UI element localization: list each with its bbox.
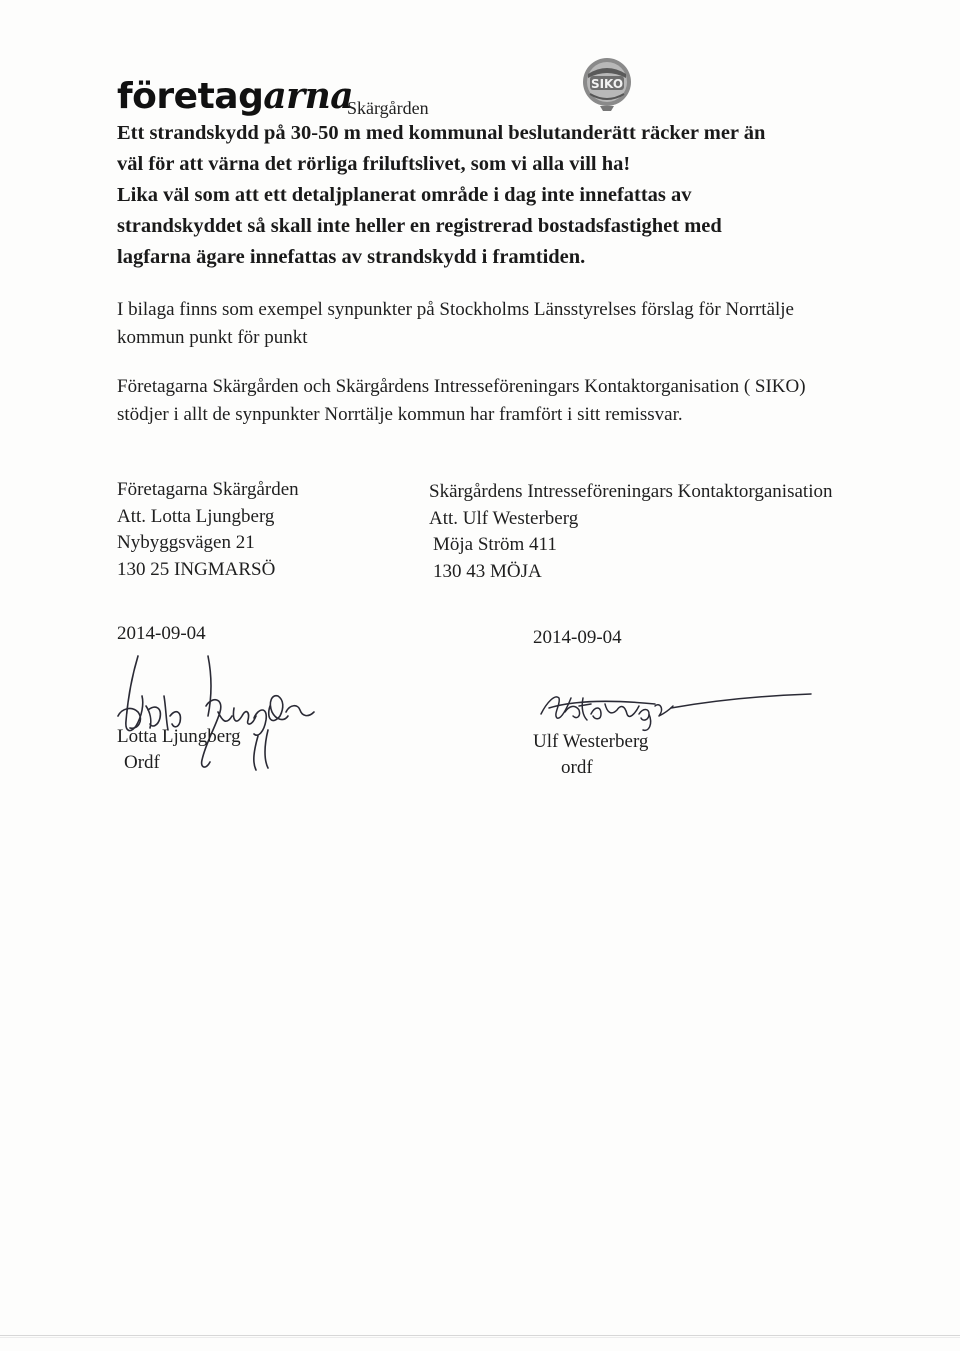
signatory-right [533,729,648,781]
scan-edge-line [0,1337,960,1338]
intro-paragraph [117,118,827,273]
intro-line: Lika väl som att ett detaljplanerat område i dag inte innefattas av [117,184,692,206]
address-att: Att. Ulf Westerberg [429,507,579,529]
signatory-name: Lotta Ljungberg [117,726,241,747]
address-org: Företagarna Skärgården [117,479,299,500]
paragraph-line: kommun punkt för punkt [117,327,308,348]
signatory-left [117,724,241,776]
scan-edge-line [0,1335,960,1336]
brand-logo-text [117,76,353,117]
address-postal: 130 43 MÖJA [433,560,542,582]
signature-date-left: 2014-09-04 [117,623,206,644]
brand-suffix: arna [263,75,354,117]
siko-logo-icon [578,54,636,114]
paragraph-line: stödjer i allt de synpunkter Norrtälje kommun har framfört i sitt remissvar. [117,404,683,425]
intro-line: Ett strandskydd på 30-50 m med kommunal beslutanderätt räcker mer än [117,122,766,144]
signatory-role: Ordf [124,752,160,773]
brand-prefix: företag [117,76,264,117]
address-att: Att. Lotta Ljungberg [117,505,275,527]
svg-text:SIKO: SIKO [590,77,624,91]
address-street: Nybyggsvägen 21 [117,532,255,553]
brand-subtitle: Skärgården [347,98,429,118]
paragraph-line: Företagarna Skärgården och Skärgårdens Intresseföreningars Kontaktorganisation ( SIKO) [117,376,806,397]
intro-line: väl för att värna det rörliga friluftslivet, som vi alla vill ha! [117,153,631,175]
intro-line: lagfarna ägare innefattas av strandskydd i framtiden. [117,246,586,268]
sender-address-right [429,479,832,585]
paragraph-line: I bilaga finns som exempel synpunkter på Stockholms Länsstyrelses förslag för Norrtälje [117,299,794,320]
address-postal: 130 25 INGMARSÖ [117,558,276,580]
support-paragraph [117,373,837,429]
address-org: Skärgårdens Intresseföreningars Kontaktorganisation [429,481,833,502]
signatory-role: ordf [561,757,593,778]
handwritten-signature-right [535,684,815,734]
signatory-name: Ulf Westerberg [533,731,649,752]
address-street: Möja Ström 411 [433,534,557,555]
attachment-paragraph [117,296,837,352]
sender-address-left [117,477,299,583]
signature-date-right: 2014-09-04 [533,627,622,648]
intro-line: strandskyddet så skall inte heller en registrerad bostadsfastighet med [117,215,722,237]
